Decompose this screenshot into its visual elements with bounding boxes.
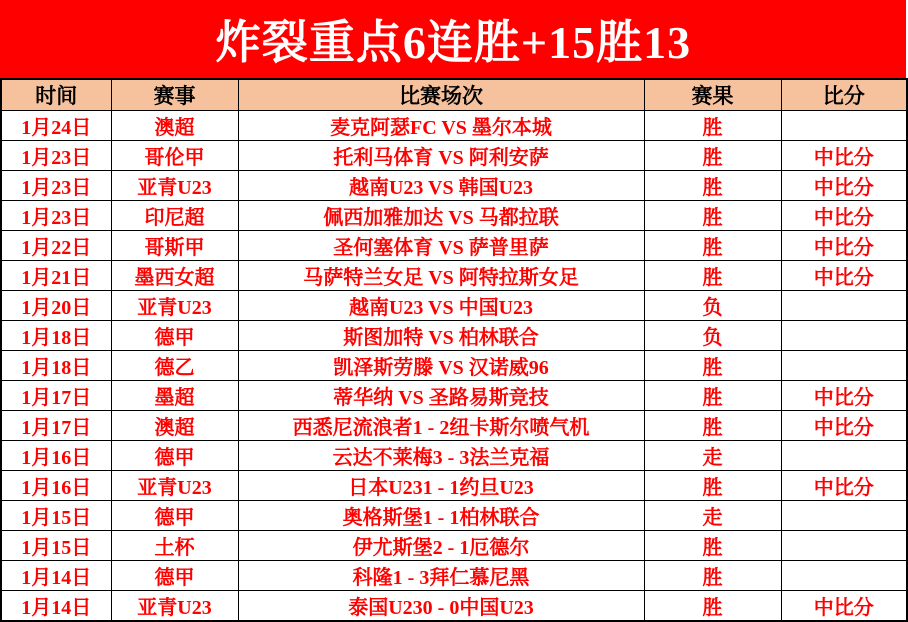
header-row bbox=[1, 79, 907, 111]
result-cell: 胜 bbox=[644, 561, 781, 591]
score-cell: 中比分 bbox=[781, 261, 907, 291]
score-cell: 中比分 bbox=[781, 591, 907, 622]
match-cell: 泰国U230 - 0中国U23 bbox=[238, 591, 644, 622]
match-cell: 圣何塞体育 VS 萨普里萨 bbox=[238, 231, 644, 261]
league-cell: 亚青U23 bbox=[111, 291, 238, 321]
header-match: 比赛场次 bbox=[238, 79, 644, 111]
match-cell: 麦克阿瑟FC VS 墨尔本城 bbox=[238, 111, 644, 141]
date-cell: 1月23日 bbox=[1, 141, 111, 171]
league-cell: 墨超 bbox=[111, 381, 238, 411]
score-cell: 中比分 bbox=[781, 171, 907, 201]
table-row bbox=[1, 291, 907, 321]
result-cell: 胜 bbox=[644, 261, 781, 291]
table-row bbox=[1, 591, 907, 622]
date-cell: 1月21日 bbox=[1, 261, 111, 291]
date-cell: 1月18日 bbox=[1, 351, 111, 381]
header-time: 时间 bbox=[1, 79, 111, 111]
header-score: 比分 bbox=[781, 79, 907, 111]
date-cell: 1月14日 bbox=[1, 591, 111, 622]
result-cell: 负 bbox=[644, 321, 781, 351]
match-cell: 蒂华纳 VS 圣路易斯竞技 bbox=[238, 381, 644, 411]
table-row bbox=[1, 411, 907, 441]
table-row bbox=[1, 471, 907, 501]
date-cell: 1月15日 bbox=[1, 531, 111, 561]
result-cell: 负 bbox=[644, 291, 781, 321]
results-table bbox=[0, 78, 908, 622]
date-cell: 1月22日 bbox=[1, 231, 111, 261]
table-row bbox=[1, 171, 907, 201]
score-cell bbox=[781, 321, 907, 351]
result-cell: 胜 bbox=[644, 231, 781, 261]
score-cell: 中比分 bbox=[781, 411, 907, 441]
match-cell: 科隆1 - 3拜仁慕尼黑 bbox=[238, 561, 644, 591]
table-row bbox=[1, 201, 907, 231]
date-cell: 1月20日 bbox=[1, 291, 111, 321]
score-cell bbox=[781, 501, 907, 531]
score-cell bbox=[781, 111, 907, 141]
league-cell: 亚青U23 bbox=[111, 591, 238, 622]
league-cell: 澳超 bbox=[111, 411, 238, 441]
league-cell: 德甲 bbox=[111, 501, 238, 531]
league-cell: 哥伦甲 bbox=[111, 141, 238, 171]
date-cell: 1月17日 bbox=[1, 381, 111, 411]
league-cell: 德甲 bbox=[111, 441, 238, 471]
league-cell: 亚青U23 bbox=[111, 171, 238, 201]
match-cell: 马萨特兰女足 VS 阿特拉斯女足 bbox=[238, 261, 644, 291]
result-cell: 胜 bbox=[644, 411, 781, 441]
table-row bbox=[1, 261, 907, 291]
score-cell bbox=[781, 531, 907, 561]
table-row bbox=[1, 141, 907, 171]
score-cell bbox=[781, 561, 907, 591]
league-cell: 亚青U23 bbox=[111, 471, 238, 501]
table-row bbox=[1, 561, 907, 591]
table-row bbox=[1, 381, 907, 411]
score-cell: 中比分 bbox=[781, 141, 907, 171]
table-row bbox=[1, 531, 907, 561]
banner-title: 炸裂重点6连胜+15胜13 bbox=[214, 17, 692, 68]
table-row bbox=[1, 231, 907, 261]
score-cell: 中比分 bbox=[781, 231, 907, 261]
date-cell: 1月18日 bbox=[1, 321, 111, 351]
match-cell: 斯图加特 VS 柏林联合 bbox=[238, 321, 644, 351]
header-league: 赛事 bbox=[111, 79, 238, 111]
league-cell: 墨西女超 bbox=[111, 261, 238, 291]
score-cell: 中比分 bbox=[781, 471, 907, 501]
table-row bbox=[1, 111, 907, 141]
date-cell: 1月15日 bbox=[1, 501, 111, 531]
table-row bbox=[1, 501, 907, 531]
league-cell: 印尼超 bbox=[111, 201, 238, 231]
banner bbox=[0, 0, 906, 78]
match-cell: 奥格斯堡1 - 1柏林联合 bbox=[238, 501, 644, 531]
match-cell: 越南U23 VS 韩国U23 bbox=[238, 171, 644, 201]
match-cell: 日本U231 - 1约旦U23 bbox=[238, 471, 644, 501]
match-cell: 越南U23 VS 中国U23 bbox=[238, 291, 644, 321]
score-cell: 中比分 bbox=[781, 381, 907, 411]
result-cell: 胜 bbox=[644, 201, 781, 231]
result-cell: 走 bbox=[644, 501, 781, 531]
result-cell: 胜 bbox=[644, 111, 781, 141]
league-cell: 土杯 bbox=[111, 531, 238, 561]
league-cell: 德乙 bbox=[111, 351, 238, 381]
score-cell: 中比分 bbox=[781, 201, 907, 231]
league-cell: 澳超 bbox=[111, 111, 238, 141]
match-cell: 凯泽斯劳滕 VS 汉诺威96 bbox=[238, 351, 644, 381]
table-row bbox=[1, 321, 907, 351]
date-cell: 1月14日 bbox=[1, 561, 111, 591]
date-cell: 1月23日 bbox=[1, 201, 111, 231]
league-cell: 德甲 bbox=[111, 561, 238, 591]
score-cell bbox=[781, 351, 907, 381]
result-cell: 胜 bbox=[644, 381, 781, 411]
date-cell: 1月16日 bbox=[1, 441, 111, 471]
result-cell: 胜 bbox=[644, 141, 781, 171]
result-cell: 胜 bbox=[644, 591, 781, 622]
result-cell: 胜 bbox=[644, 171, 781, 201]
result-cell: 走 bbox=[644, 441, 781, 471]
match-cell: 云达不莱梅3 - 3法兰克福 bbox=[238, 441, 644, 471]
result-cell: 胜 bbox=[644, 471, 781, 501]
match-cell: 伊尤斯堡2 - 1厄德尔 bbox=[238, 531, 644, 561]
match-cell: 西悉尼流浪者1 - 2纽卡斯尔喷气机 bbox=[238, 411, 644, 441]
table-row bbox=[1, 441, 907, 471]
league-cell: 德甲 bbox=[111, 321, 238, 351]
date-cell: 1月23日 bbox=[1, 171, 111, 201]
results-body bbox=[1, 111, 907, 622]
header-result: 赛果 bbox=[644, 79, 781, 111]
match-cell: 托利马体育 VS 阿利安萨 bbox=[238, 141, 644, 171]
score-cell bbox=[781, 441, 907, 471]
match-cell: 佩西加雅加达 VS 马都拉联 bbox=[238, 201, 644, 231]
score-cell bbox=[781, 291, 907, 321]
table-row bbox=[1, 351, 907, 381]
result-cell: 胜 bbox=[644, 531, 781, 561]
date-cell: 1月24日 bbox=[1, 111, 111, 141]
league-cell: 哥斯甲 bbox=[111, 231, 238, 261]
result-cell: 胜 bbox=[644, 351, 781, 381]
date-cell: 1月16日 bbox=[1, 471, 111, 501]
date-cell: 1月17日 bbox=[1, 411, 111, 441]
